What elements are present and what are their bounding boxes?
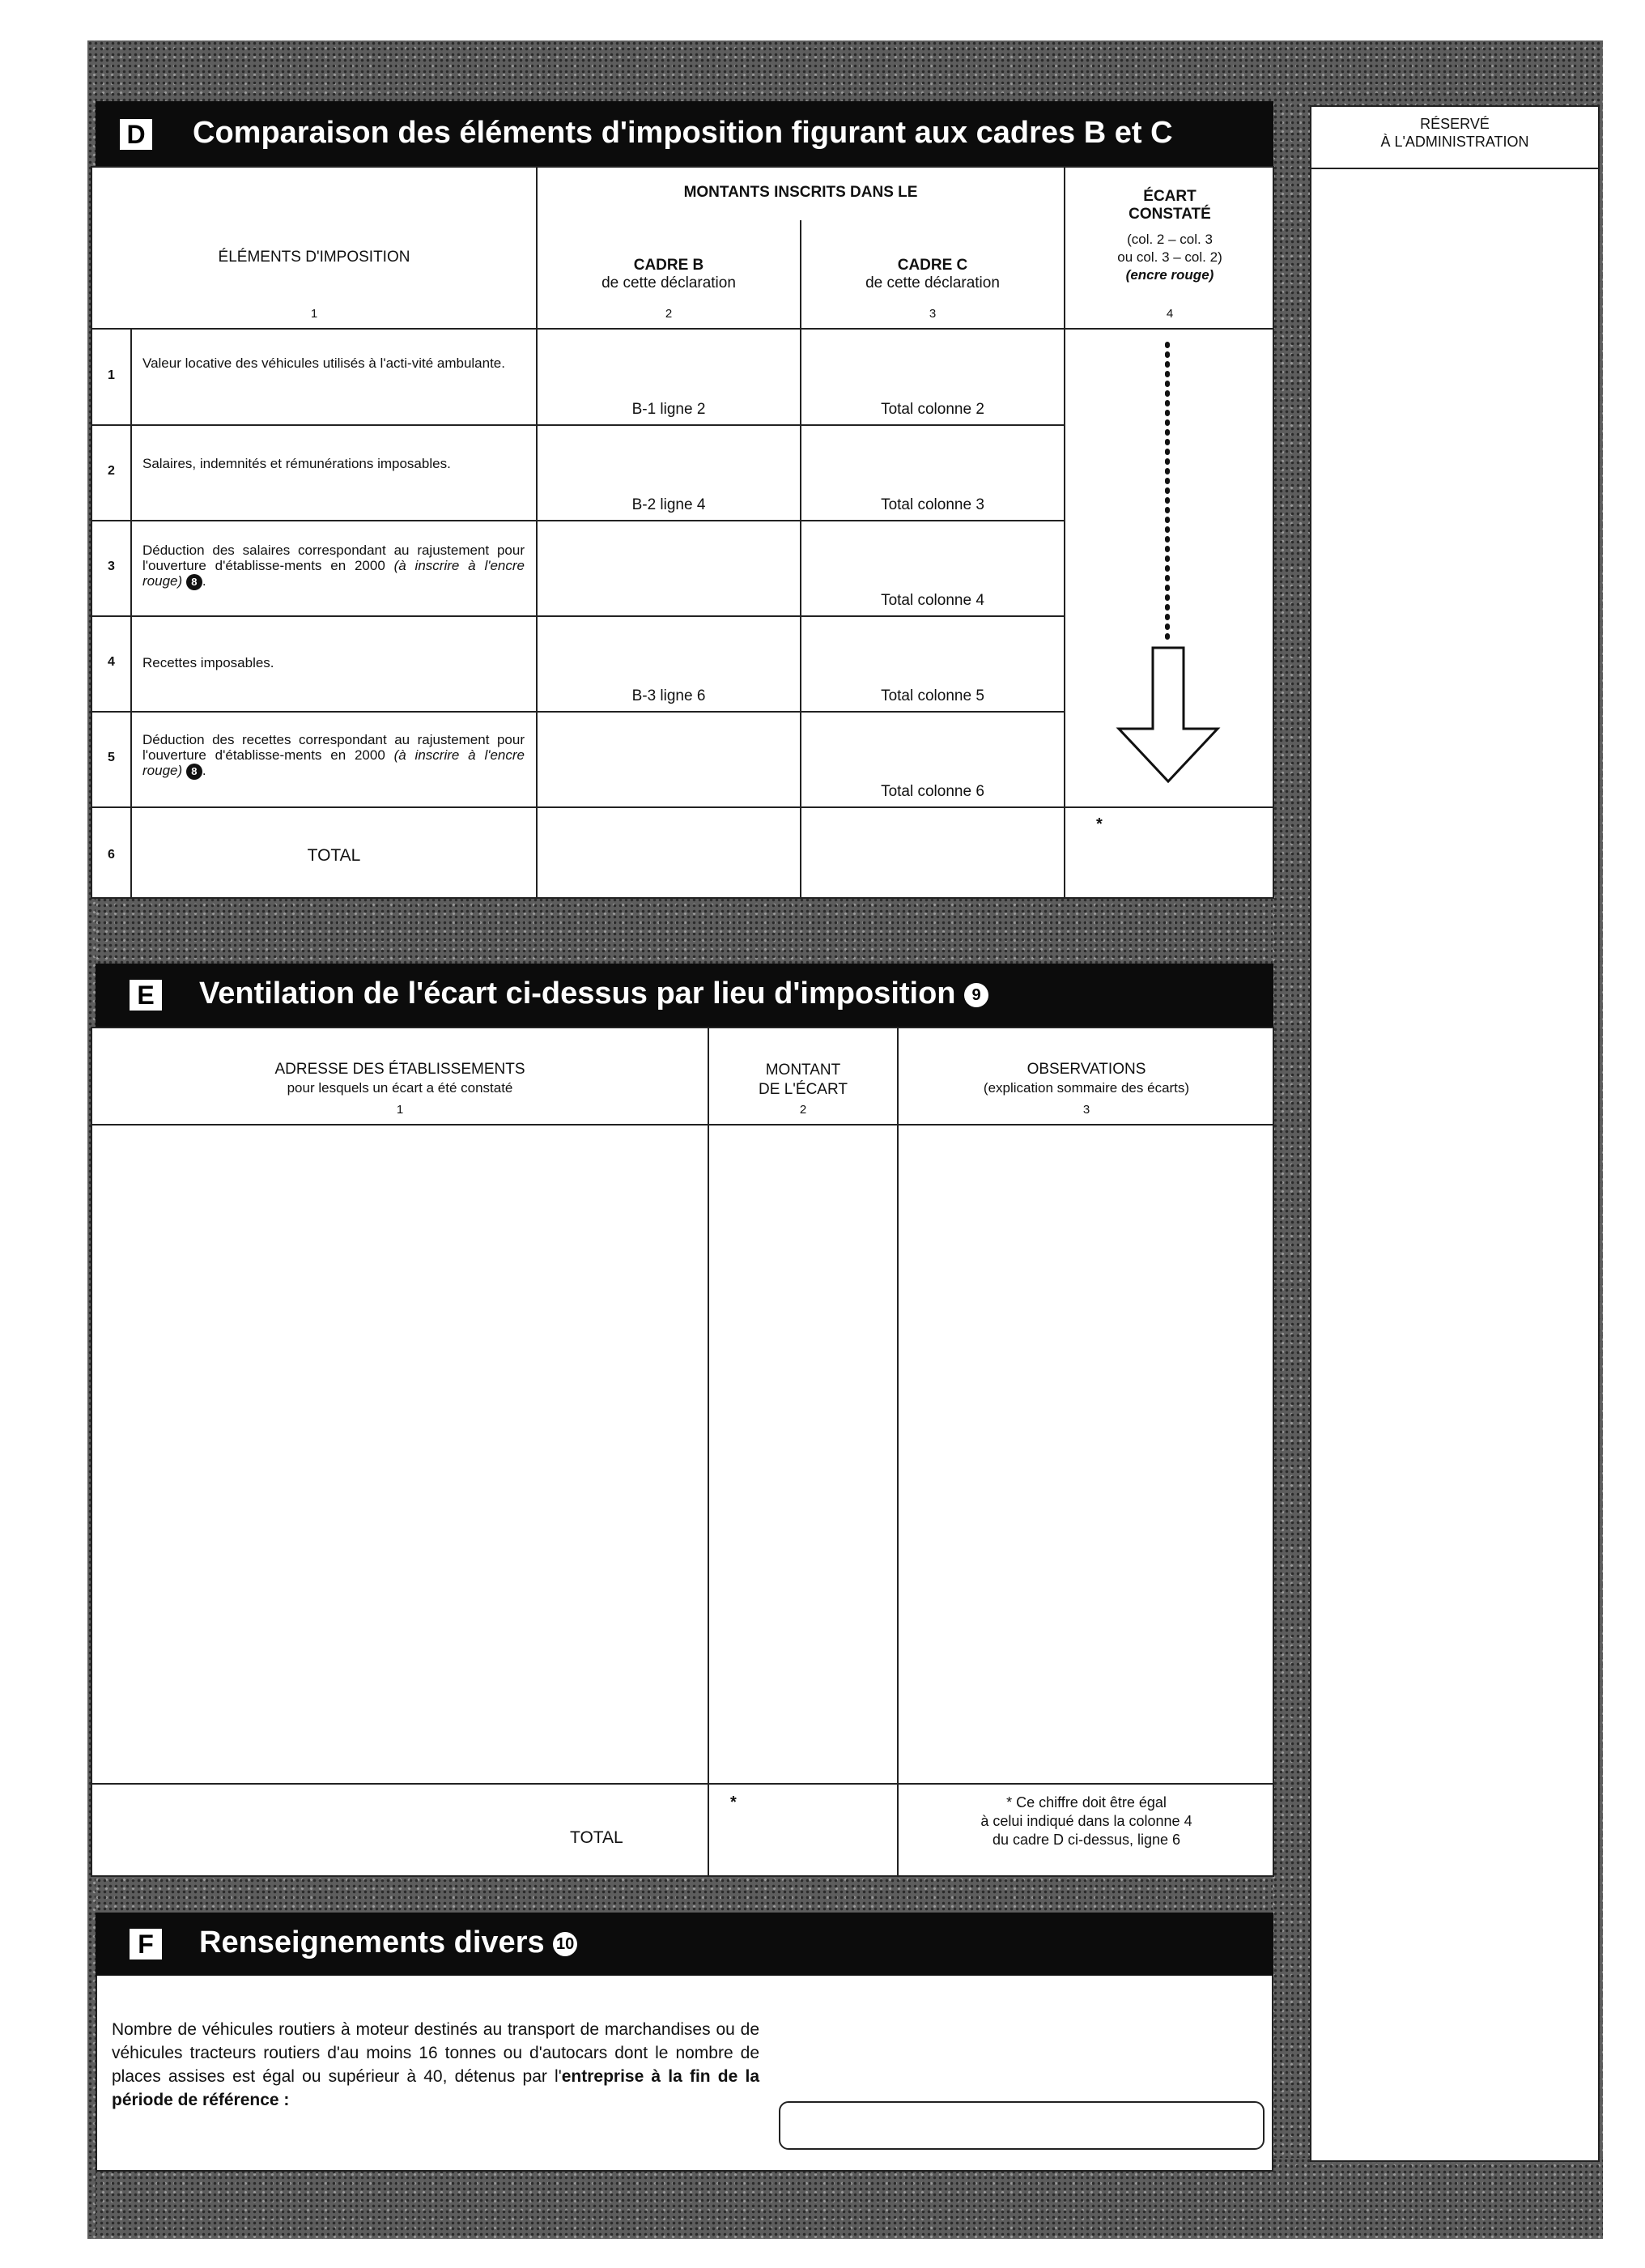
reserved-panel	[1310, 105, 1600, 2162]
d-header-ecart-ink: (encre rouge)	[1125, 267, 1214, 283]
section-f-note-marker: 10	[553, 1932, 577, 1956]
d-row-label-3: Déduction des salaires correspondant au rajustement pour l'ouverture d'établisse-ments en 2000 (à inscrire à l'encre rouge) 8 .	[142, 543, 525, 589]
section-f-body	[96, 1976, 1273, 2172]
reserved-header-rule	[1311, 168, 1598, 169]
d-row-cadre-b-1: B-1 ligne 2	[631, 401, 706, 418]
section-e-letter: E	[130, 980, 162, 1011]
d-row-label-5-italic: (à inscrire à l'encre rouge)	[142, 747, 525, 778]
e-total-note: * Ce chiffre doit être égal à celui indiqué dans la colonne 4 du cadre D ci-dessus, ligne 6	[980, 1794, 1192, 1848]
d-row-num-4: 4	[108, 655, 115, 669]
e-header-address: ADRESSE DES ÉTABLISSEMENTS	[274, 1061, 525, 1078]
d-total-star: *	[1096, 815, 1103, 833]
section-f-title-text: Renseignements divers	[199, 1925, 545, 1960]
e-total-star: *	[730, 1794, 737, 1811]
d-row-5-note-marker: 8	[186, 764, 202, 780]
d-header-cadre-b: CADRE B	[633, 257, 704, 274]
section-d-title: Comparaison des éléments d'imposition figurant aux cadres B et C	[193, 116, 1173, 150]
d-row-label-1: Valeur locative des véhicules utilisés à l'acti-vité ambulante.	[142, 355, 505, 371]
section-f-banner	[96, 1913, 1273, 1976]
d-colnum-4: 4	[1166, 307, 1174, 321]
d-row-cadre-c-3: Total colonne 4	[881, 592, 984, 609]
section-e-note-marker: 9	[964, 983, 988, 1007]
section-e-table	[91, 1027, 1274, 1877]
e-colnum-3: 3	[1082, 1103, 1090, 1117]
d-row-cadre-b-2: B-2 ligne 4	[631, 496, 706, 513]
d-row-cadre-c-5: Total colonne 6	[881, 783, 984, 800]
section-d-banner	[96, 101, 1273, 166]
d-row-label-5-text: Déduction des recettes correspondant au rajustement pour l'ouverture d'établisse-ments en 2000	[142, 732, 525, 763]
f-description-text: Nombre de véhicules routiers à moteur destinés au transport de marchandises ou de véhicules tracteurs routiers d'au moins 16 tonnes ou d'autocars dont le nombre de places assises est égal ou supérieur à 40, détenus par l'	[112, 2020, 759, 2086]
d-row-num-6: 6	[108, 848, 115, 862]
d-hline-r4	[92, 711, 1064, 713]
d-hline-r1	[92, 424, 1064, 426]
e-colnum-2: 2	[799, 1103, 807, 1117]
section-f-letter: F	[130, 1929, 162, 1960]
d-header-cadre-c: CADRE C	[897, 257, 968, 274]
ecart-arrow-icon	[1088, 336, 1250, 806]
section-e-banner	[96, 964, 1273, 1027]
e-hline-header	[92, 1124, 1274, 1125]
d-header-elements: ÉLÉMENTS D'IMPOSITION	[218, 249, 410, 266]
e-header-montant: MONTANT DE L'ÉCART	[759, 1062, 848, 1098]
d-row-label-total: TOTAL	[307, 846, 361, 865]
section-e-title-text: Ventilation de l'écart ci-dessus par lieu d'imposition	[199, 977, 956, 1011]
d-row-label-2: Salaires, indemnités et rémunérations imposables.	[142, 456, 451, 471]
d-header-montants: MONTANTS INSCRITS DANS LE	[683, 184, 918, 201]
d-hline-header	[92, 328, 1274, 330]
d-row-cadre-b-4: B-3 ligne 6	[631, 687, 706, 704]
d-header-cadre-b-sub: de cette déclaration	[601, 274, 736, 291]
d-row-num-1: 1	[108, 368, 115, 382]
section-d-table	[91, 166, 1274, 899]
d-row-cadre-c-2: Total colonne 3	[881, 496, 984, 513]
e-vline-1	[708, 1028, 709, 1877]
d-hline-r2	[92, 520, 1064, 521]
e-total-label: TOTAL	[570, 1828, 623, 1847]
e-hline-total	[92, 1783, 1274, 1785]
d-hline-r5	[92, 806, 1274, 808]
vehicle-count-field[interactable]	[779, 2101, 1265, 2150]
d-row-cadre-c-1: Total colonne 2	[881, 401, 984, 418]
d-row-3-note-marker: 8	[186, 574, 202, 590]
d-row-cadre-c-4: Total colonne 5	[881, 687, 984, 704]
d-row-label-3-italic: (à inscrire à l'encre rouge)	[142, 558, 525, 589]
d-row-label-3-text: Déduction des salaires correspondant au rajustement pour l'ouverture d'établisse-ments en 2000	[142, 543, 525, 573]
e-header-address-sub: pour lesquels un écart a été constaté	[287, 1080, 513, 1096]
d-colnum-3: 3	[929, 307, 937, 321]
d-header-ecart-sub: (col. 2 – col. 3 ou col. 3 – col. 2)	[1117, 232, 1222, 265]
e-colnum-1: 1	[396, 1103, 404, 1117]
d-row-label-4: Recettes imposables.	[142, 655, 274, 670]
f-description-bold: entreprise à la fin de la période de référence :	[112, 2067, 759, 2109]
section-f-title	[199, 1925, 577, 1960]
d-colnum-2: 2	[665, 307, 673, 321]
d-vline-num	[130, 330, 132, 899]
d-colnum-1: 1	[310, 307, 318, 321]
e-header-obs-sub: (explication sommaire des écarts)	[983, 1080, 1190, 1096]
e-vline-2	[897, 1028, 899, 1877]
d-hline-r3	[92, 615, 1064, 617]
d-row-label-5: Déduction des recettes correspondant au rajustement pour l'ouverture d'établisse-ments en 2000 (à inscrire à l'encre rouge) 8 .	[142, 732, 525, 778]
scan-band-de	[91, 897, 1273, 970]
d-header-cadre-c-sub: de cette déclaration	[865, 274, 1000, 291]
d-row-num-3: 3	[108, 560, 115, 573]
d-row-num-2: 2	[108, 464, 115, 478]
d-row-num-5: 5	[108, 751, 115, 764]
reserved-header: RÉSERVÉ À L'ADMINISTRATION	[1380, 116, 1529, 150]
section-e-title	[199, 977, 988, 1011]
section-d-letter: D	[120, 119, 152, 150]
d-header-ecart: ÉCART CONSTATÉ	[1129, 188, 1211, 223]
f-description	[112, 2018, 759, 2112]
e-header-obs: OBSERVATIONS	[1027, 1061, 1146, 1078]
